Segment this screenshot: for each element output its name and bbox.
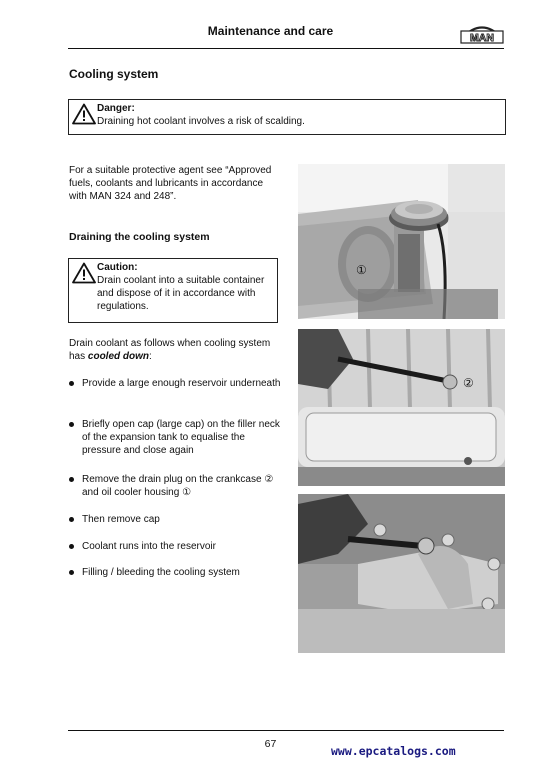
warning-triangle-icon bbox=[72, 103, 96, 125]
step-text: Filling / bleeding the cooling system bbox=[82, 567, 240, 578]
bullet-icon bbox=[69, 544, 74, 549]
bullet-icon bbox=[69, 477, 74, 482]
bullet-icon bbox=[69, 517, 74, 522]
expansion-tank-photo bbox=[298, 164, 505, 319]
watermark-url: www.epcatalogs.com bbox=[331, 744, 456, 758]
bullet-icon bbox=[69, 570, 74, 575]
danger-text: Draining hot coolant involves a risk of scalding. bbox=[97, 116, 305, 127]
step-item bbox=[69, 540, 284, 553]
step-item bbox=[69, 473, 284, 499]
step-item bbox=[69, 513, 284, 526]
caution-triangle-icon bbox=[72, 262, 96, 284]
drain-intro-tail: : bbox=[149, 351, 152, 362]
header-title: Maintenance and care bbox=[207, 24, 334, 38]
page-number: 67 bbox=[264, 738, 277, 750]
man-logo bbox=[459, 19, 505, 45]
danger-heading: Danger: bbox=[97, 103, 135, 114]
drain-intro-paragraph bbox=[69, 337, 284, 363]
caution-heading: Caution: bbox=[97, 262, 138, 273]
bullet-icon bbox=[69, 381, 74, 386]
subsection-title: Draining the cooling system bbox=[69, 231, 210, 243]
step-item bbox=[69, 566, 284, 579]
drain-intro-emphasis: cooled down bbox=[87, 351, 150, 362]
footer-rule bbox=[68, 730, 504, 731]
drain-intro-lead: Drain coolant as follows when cooling system has bbox=[69, 338, 271, 362]
logo-text: MAN bbox=[470, 32, 494, 44]
bullet-icon bbox=[69, 422, 74, 427]
caution-notice bbox=[68, 258, 278, 323]
caution-text: Drain coolant into a suitable container and dispose of it in accordance with regulations. bbox=[97, 275, 265, 312]
step-text: Provide a large enough reservoir underneath bbox=[82, 378, 281, 389]
section-title: Cooling system bbox=[69, 67, 159, 81]
marker-1: ① bbox=[356, 263, 367, 277]
marker-2: ② bbox=[463, 376, 474, 390]
oil-cooler-drain-photo bbox=[298, 494, 505, 653]
step-text: Then remove cap bbox=[82, 514, 160, 525]
header-rule bbox=[68, 48, 504, 49]
step-text: Remove the drain plug on the crankcase ② and oil cooler housing ① bbox=[82, 474, 274, 498]
step-item bbox=[69, 377, 284, 390]
step-text: Briefly open cap (large cap) on the filler neck of the expansion tank to equalise the pressure and close again bbox=[82, 419, 280, 456]
step-item bbox=[69, 418, 284, 457]
step-text: Coolant runs into the reservoir bbox=[82, 541, 216, 552]
protective-agent-paragraph: For a suitable protective agent see “Approved fuels, coolants and lubricants in accordance with MAN 324 and 248”. bbox=[69, 165, 272, 202]
danger-notice bbox=[68, 99, 506, 135]
crankcase-drain-photo bbox=[298, 329, 505, 486]
